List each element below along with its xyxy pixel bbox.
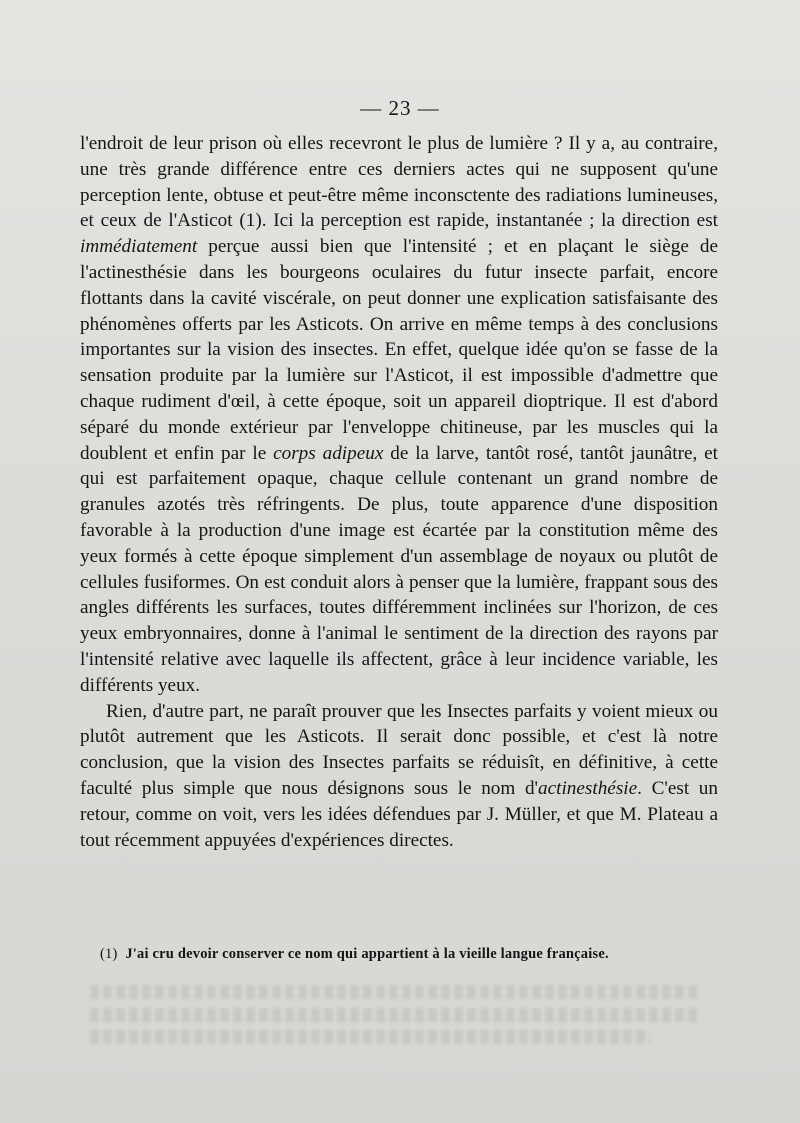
show-through-texture	[90, 985, 700, 999]
main-text	[80, 131, 718, 853]
paragraph-2	[80, 699, 718, 854]
paragraph-1-part-3: de la larve, tantôt rosé, tantôt jaunâtre, et qui est parfaitement opaque, chaque cellule contenant un grand nombre de granules azotés très réfringents. De plus, toute apparence d'une disposition favorable à la production d'une image est écartée par la constitution même des yeux formés à cette époque simplement d'un assemblage de noyaux ou plutôt de cellules fusiformes. On est conduit alors à penser que la lumière, frappant sous des angles différents les surfaces, toutes différemment inclinées sur l'horizon, de ces yeux embryonnaires, donne à l'animal le sentiment de la direction des rayons par l'intensité relative avec laquelle ils affectent, grâce à leur incidence variable, les différents yeux.	[80, 442, 718, 696]
emphasis-corps-adipeux: corps adipeux	[273, 442, 384, 464]
paragraph-2-part-2: . C'est un retour, comme on voit, vers les idées défendues par J. Müller, et que M. Plateau a tout récemment appuyées d'expériences directes.	[80, 777, 718, 851]
paragraph-1-part-1: l'endroit de leur prison où elles recevront le plus de lumière ? Il y a, au contraire, une très grande différence entre ces derniers actes qui ne supposent qu'une perception lente, obtuse et peut-être même inconsctente des radiations lumineuses, et ceux de l'Asticot (1). Ici la perception est rapide, instantanée ; la direction est	[80, 133, 718, 232]
footnote-mark: (1)	[100, 946, 118, 962]
show-through-texture	[90, 1008, 700, 1022]
footnote-text: J'ai cru devoir conserver ce nom qui appartient à la vieille langue française.	[125, 946, 609, 962]
paragraph-1	[80, 131, 718, 699]
footnote	[100, 946, 720, 963]
show-through-texture	[90, 1030, 650, 1044]
paragraph-1-part-2: perçue aussi bien que l'intensité ; et en plaçant le siège de l'actinesthésie dans les bourgeons oculaires du futur insecte parfait, encore flottants dans la cavité viscérale, on peut donner une explication satisfaisante des phénomènes offerts par les Asticots. On arrive en même temps à des conclusions importantes sur la vision des insectes. En effet, quelque idée qu'on se fasse de la sensation produite par la lumière sur l'Asticot, il est impossible d'admettre que chaque rudiment d'œil, à cette époque, soit un appareil dioptrique. Il est d'abord séparé du monde extérieur par l'enveloppe chitineuse, par les muscles qui la doublent et enfin par le	[80, 236, 718, 464]
page-number: — 23 —	[360, 96, 440, 120]
emphasis-actinesthesie: actinesthésie	[538, 777, 638, 799]
emphasis-immediatement: immédiatement	[80, 236, 198, 258]
paragraph-2-part-1: Rien, d'autre part, ne paraît prouver que les Insectes parfaits y voient mieux ou plutôt autrement que les Asticots. Il serait donc possible, et c'est là notre conclusion, que la vision des Insectes parfaits se réduisît, en définitive, à cette faculté plus simple que nous désignons sous le nom d'	[80, 700, 718, 799]
